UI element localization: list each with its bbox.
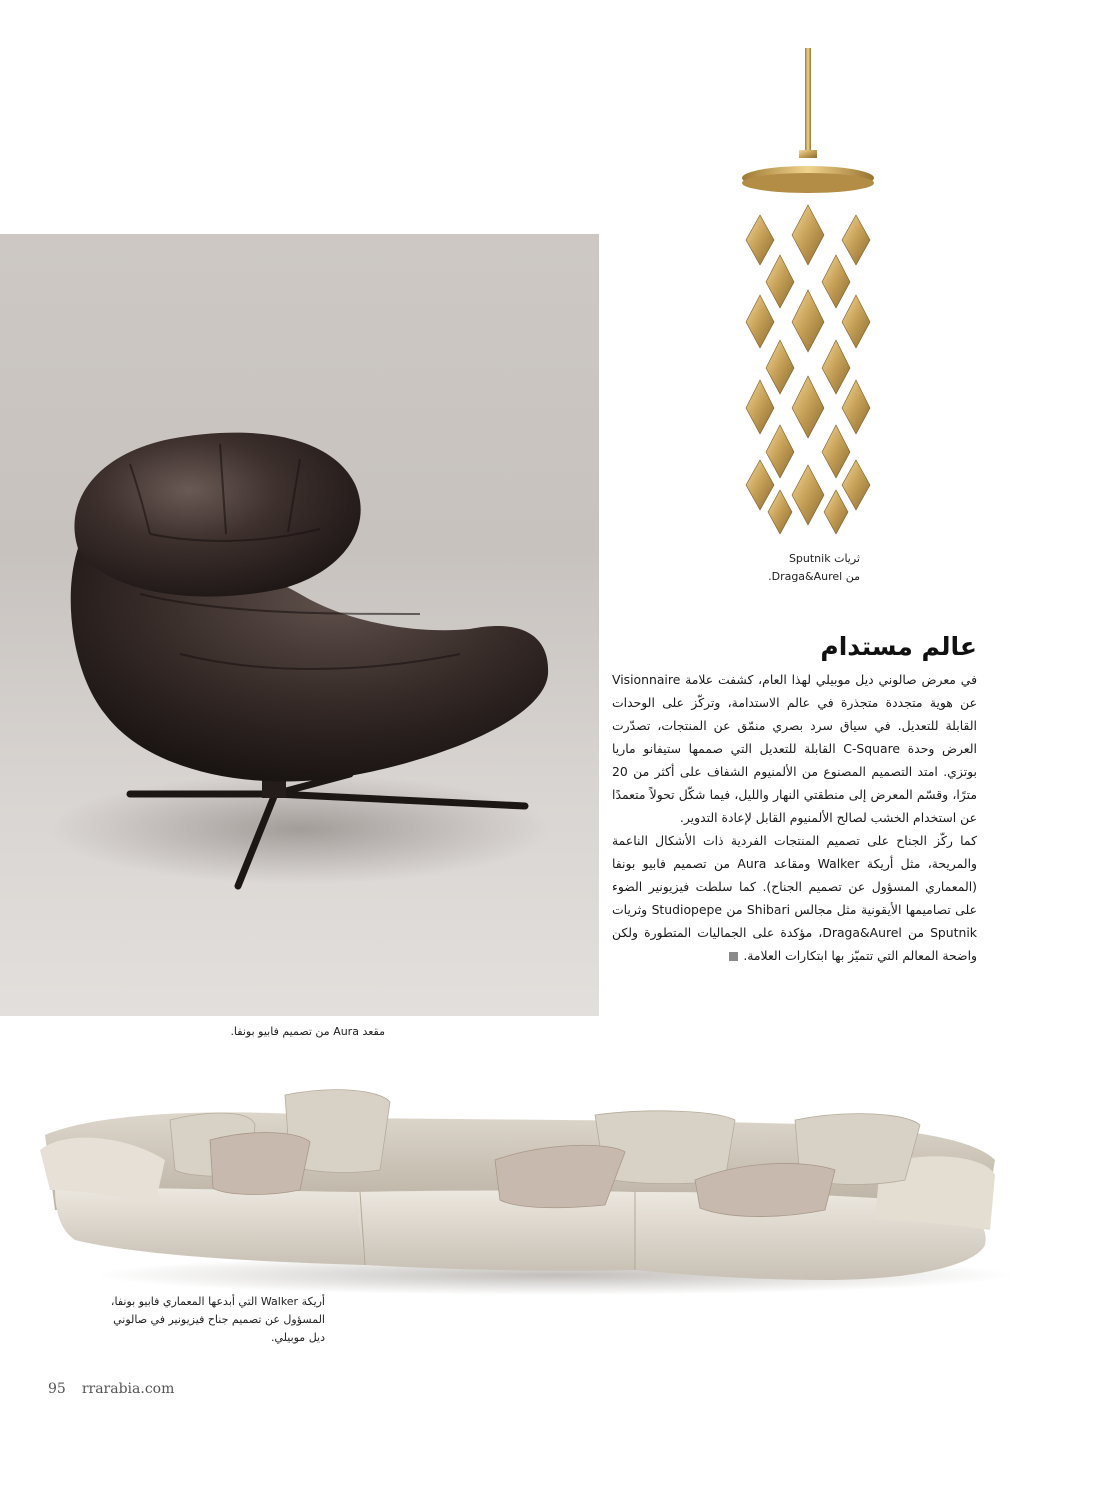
sofa-photo [35, 1080, 1015, 1310]
chair-caption: مقعد Aura من تصميم فابيو بونفا. [230, 1025, 385, 1038]
article-paragraph-1: في معرض صالوني ديل موبيلي لهذا العام، كشفت علامة Visionnaire عن هوية متجددة متجذرة في عالم الاستدامة، وتركّز على الوحدات القابلة للتعديل. في سياق سرد بصري منمّق عن المنتجات، تصدّرت العرض وحدة C-Square القابلة للتعديل التي صممها ستيفانو ماريا بوتزي. امتد التصميم المصنوع من الألمنيوم الشفاف على أكثر من 20 مترًا، وقسّم المعرض إلى منطقتي النهار والليل، فيما شكّل تحولاً متعمدًا عن استخدام الخشب لصالح الألمنيوم القابل لإعادة التدوير. [612, 672, 978, 825]
page-footer [48, 1381, 174, 1397]
chandelier-image [720, 40, 900, 550]
chandelier-caption-line-1: ثريات Sputnik [788, 552, 860, 565]
aura-chair-image [0, 234, 599, 1016]
article-paragraph-2 [612, 829, 977, 967]
sofa-caption: أريكة Walker التي أبدعها المعماري فابيو بونفا، المسؤول عن تصميم جناح فيزيونير في صالوني ديل موبيلي. [110, 1295, 325, 1344]
article-paragraph-2-text: كما ركّز الجناح على تصميم المنتجات الفردية ذات الأشكال الناعمة والمريحة، مثل أريكة Walker ومقاعد Aura من تصميم فابيو بونفا (المعماري المسؤول عن تصميم الجناح). كما سلطت فيزيونير الضوء على تصاميمها الأيقونية مثل مجالس Shibari من Studiopepe وثريات Sputnik من Draga&Aurel، مؤكدة على الجماليات المتطورة ولكن واضحة المعالم التي تتميّز بها ابتكارات العلامة. [612, 833, 977, 963]
article [612, 630, 977, 967]
walker-sofa-image [35, 1080, 1015, 1310]
chandelier-photo [720, 40, 900, 550]
end-of-article-square-icon [729, 952, 738, 961]
site-url: rrarabia.com [81, 1381, 175, 1397]
chair-photo [0, 234, 599, 1016]
chandelier-caption-line-2: من Draga&Aurel. [768, 570, 860, 583]
page-number: 95 [48, 1381, 66, 1397]
chandelier-caption [700, 550, 860, 586]
article-title: عالم مستدام [820, 632, 977, 661]
